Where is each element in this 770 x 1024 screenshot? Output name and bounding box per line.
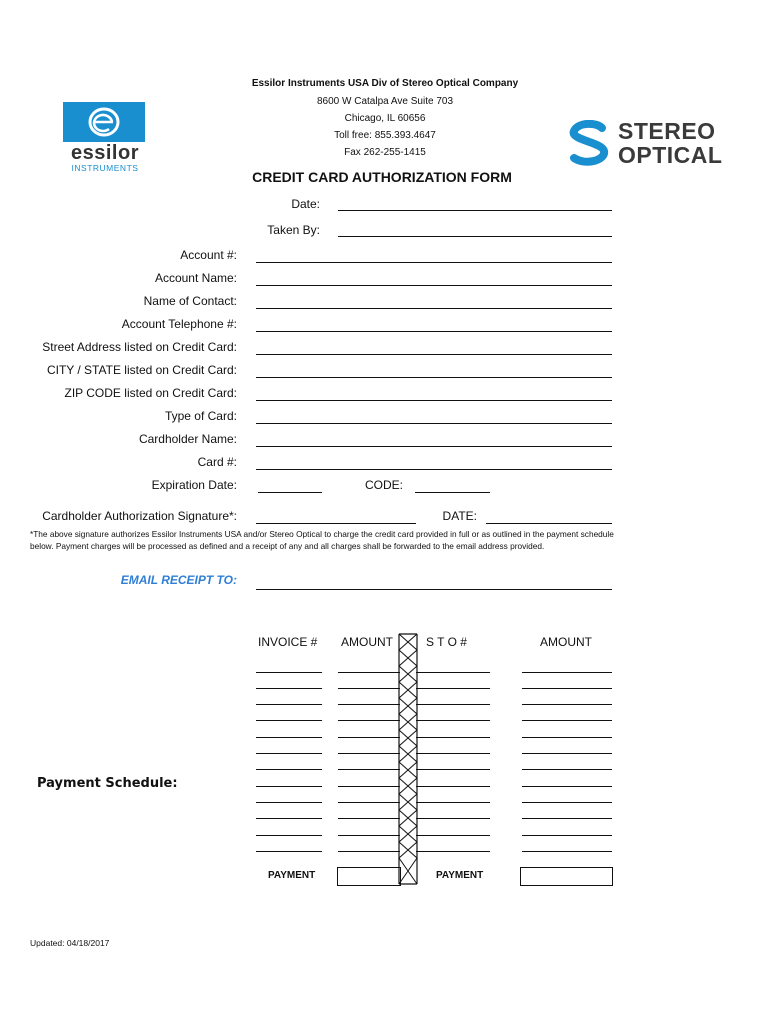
taken-by-label: Taken By: xyxy=(267,223,320,237)
amount-line[interactable] xyxy=(338,835,400,836)
amount-line[interactable] xyxy=(338,769,400,770)
sto-line[interactable] xyxy=(416,672,490,673)
invoice-line[interactable] xyxy=(256,737,322,738)
essilor-logo-badge xyxy=(63,102,145,142)
card-type-field[interactable] xyxy=(256,423,612,424)
invoice-column-header: INVOICE # xyxy=(258,635,318,649)
essilor-wordmark: essilor xyxy=(71,142,139,164)
card-number-field[interactable] xyxy=(256,469,612,470)
cardholder-name-field[interactable] xyxy=(256,446,612,447)
invoice-line[interactable] xyxy=(256,851,322,852)
taken-by-field[interactable] xyxy=(338,236,612,237)
sto-column-header: S T O # xyxy=(426,635,467,649)
sto-line[interactable] xyxy=(416,802,490,803)
invoice-line[interactable] xyxy=(256,802,322,803)
code-label: CODE: xyxy=(364,478,403,492)
sto-line[interactable] xyxy=(416,737,490,738)
account-name-label: Account Name: xyxy=(154,271,237,285)
amount-2-line[interactable] xyxy=(522,753,612,754)
payment-left-label: PAYMENT xyxy=(268,870,316,881)
sto-line[interactable] xyxy=(416,720,490,721)
cardholder-name-label: Cardholder Name: xyxy=(138,432,237,446)
contact-name-label: Name of Contact: xyxy=(143,294,237,308)
street-address-field[interactable] xyxy=(256,354,612,355)
account-telephone-field[interactable] xyxy=(256,331,612,332)
sto-line[interactable] xyxy=(416,851,490,852)
payment-left-box[interactable] xyxy=(337,867,401,886)
amount-line[interactable] xyxy=(338,720,400,721)
sto-line[interactable] xyxy=(416,786,490,787)
signature-field[interactable] xyxy=(256,523,416,524)
email-receipt-field[interactable] xyxy=(256,589,612,590)
company-name: Essilor Instruments USA Div of Stereo Optical Company xyxy=(251,78,519,89)
sto-line[interactable] xyxy=(416,835,490,836)
amount-2-line[interactable] xyxy=(522,818,612,819)
sto-line[interactable] xyxy=(416,818,490,819)
amount-2-line[interactable] xyxy=(522,704,612,705)
essilor-e-icon xyxy=(63,102,145,142)
amount-line[interactable] xyxy=(338,688,400,689)
invoice-line[interactable] xyxy=(256,720,322,721)
address-line-1: 8600 W Catalpa Ave Suite 703 xyxy=(316,96,454,107)
stereo-optical-logo xyxy=(566,118,736,170)
account-number-label: Account #: xyxy=(180,248,237,262)
form-title: CREDIT CARD AUTHORIZATION FORM xyxy=(252,169,512,185)
city-state-label: CITY / STATE listed on Credit Card: xyxy=(46,363,237,377)
invoice-line[interactable] xyxy=(256,672,322,673)
amount-2-line[interactable] xyxy=(522,720,612,721)
authorization-disclaimer: *The above signature authorizes Essilor Instruments USA and/or Stereo Optical to charge the credit card provided in full or as outlined in the payment schedule below. Payment charges will be processed as defined and a receipt of any and all charges shall be forwarded to the email address provided. xyxy=(30,529,614,551)
essilor-instruments: INSTRUMENTS xyxy=(71,163,139,173)
amount-line[interactable] xyxy=(338,753,400,754)
fax: Fax 262-255-1415 xyxy=(344,147,426,158)
date-field[interactable] xyxy=(338,210,612,211)
signature-label: Cardholder Authorization Signature*: xyxy=(42,509,237,523)
code-field[interactable] xyxy=(415,492,490,493)
amount-2-line[interactable] xyxy=(522,672,612,673)
payment-right-box[interactable] xyxy=(520,867,613,886)
invoice-line[interactable] xyxy=(256,786,322,787)
amount-line[interactable] xyxy=(338,704,400,705)
expiration-label: Expiration Date: xyxy=(151,478,237,492)
card-number-label: Card #: xyxy=(197,455,237,469)
payment-schedule-label: Payment Schedule: xyxy=(37,776,178,791)
amount-2-line[interactable] xyxy=(522,769,612,770)
stereo-word: STEREO xyxy=(618,118,716,144)
zip-code-field[interactable] xyxy=(256,400,612,401)
account-number-field[interactable] xyxy=(256,262,612,263)
divider-cross-column xyxy=(398,633,418,885)
account-name-field[interactable] xyxy=(256,285,612,286)
card-type-label: Type of Card: xyxy=(164,409,237,423)
sto-line[interactable] xyxy=(416,769,490,770)
amount-line[interactable] xyxy=(338,786,400,787)
street-address-label: Street Address listed on Credit Card: xyxy=(42,340,237,354)
contact-name-field[interactable] xyxy=(256,308,612,309)
date-label: Date: xyxy=(291,197,320,211)
invoice-line[interactable] xyxy=(256,688,322,689)
amount-2-line[interactable] xyxy=(522,737,612,738)
payment-right-label: PAYMENT xyxy=(436,870,484,881)
amount-2-line[interactable] xyxy=(522,786,612,787)
amount-line[interactable] xyxy=(338,737,400,738)
invoice-line[interactable] xyxy=(256,769,322,770)
optical-word: OPTICAL xyxy=(618,142,723,168)
city-state-field[interactable] xyxy=(256,377,612,378)
amount-2-column-header: AMOUNT xyxy=(540,635,592,649)
amount-2-line[interactable] xyxy=(522,802,612,803)
account-telephone-label: Account Telephone #: xyxy=(121,317,237,331)
invoice-line[interactable] xyxy=(256,753,322,754)
invoice-line[interactable] xyxy=(256,818,322,819)
signature-date-label: DATE: xyxy=(442,509,477,523)
email-receipt-label: EMAIL RECEIPT TO: xyxy=(120,573,237,587)
address-line-2: Chicago, IL 60656 xyxy=(344,113,426,124)
stereo-s-icon xyxy=(566,120,612,166)
expiration-field[interactable] xyxy=(258,492,322,493)
signature-date-field[interactable] xyxy=(486,523,612,524)
amount-line[interactable] xyxy=(338,851,400,852)
amount-2-line[interactable] xyxy=(522,688,612,689)
essilor-logo xyxy=(62,102,148,174)
toll-free: Toll free: 855.393.4647 xyxy=(334,130,436,141)
updated-date: Updated: 04/18/2017 xyxy=(30,938,110,948)
sto-line[interactable] xyxy=(416,704,490,705)
amount-2-line[interactable] xyxy=(522,851,612,852)
amount-2-line[interactable] xyxy=(522,835,612,836)
amount-line[interactable] xyxy=(338,672,400,673)
amount-column-header: AMOUNT xyxy=(341,635,393,649)
amount-line[interactable] xyxy=(338,802,400,803)
sto-line[interactable] xyxy=(416,753,490,754)
zip-code-label: ZIP CODE listed on Credit Card: xyxy=(64,386,237,400)
sto-line[interactable] xyxy=(416,688,490,689)
amount-line[interactable] xyxy=(338,818,400,819)
invoice-line[interactable] xyxy=(256,835,322,836)
invoice-line[interactable] xyxy=(256,704,322,705)
